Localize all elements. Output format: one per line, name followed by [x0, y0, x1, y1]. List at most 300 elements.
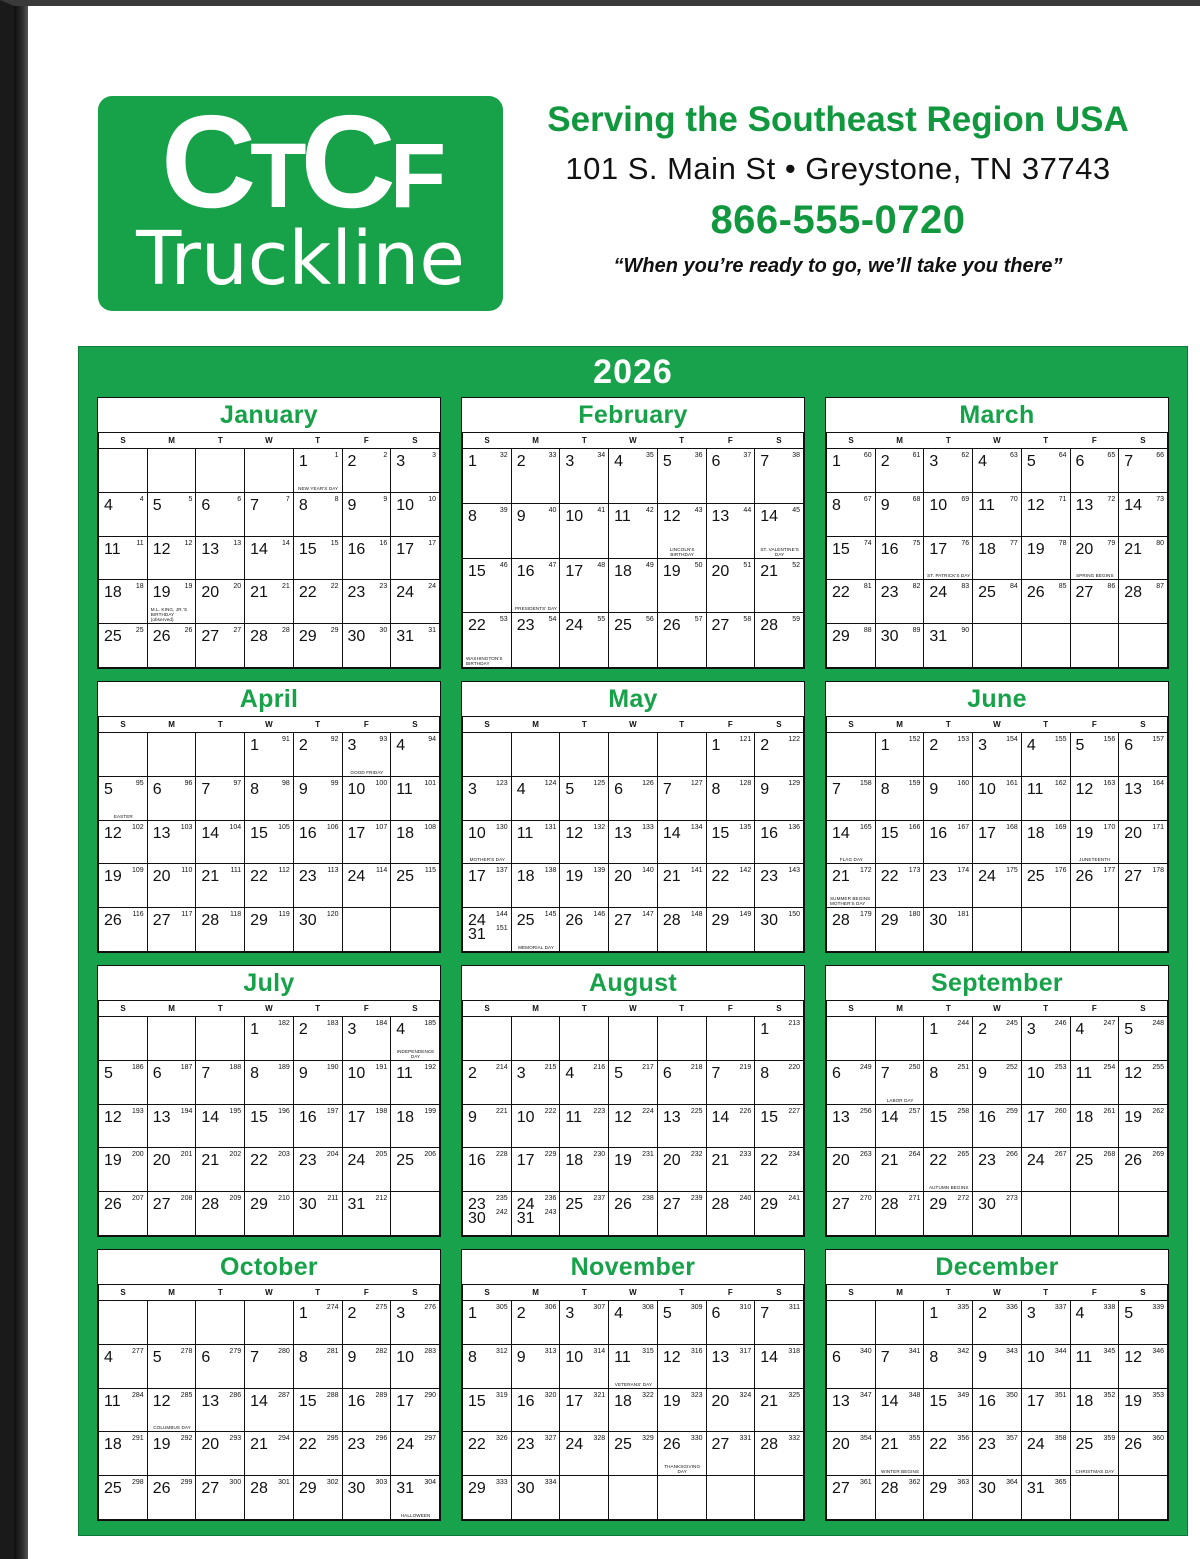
weekday-header: S: [391, 433, 440, 449]
day-cell: [1021, 1301, 1070, 1345]
day-cell: [827, 1104, 876, 1148]
day-cell: [875, 492, 924, 536]
julian-day: 340: [860, 1347, 872, 1355]
day-cell: [99, 1017, 148, 1061]
julian-day: 32: [499, 452, 508, 459]
julian-day: 79: [1107, 539, 1116, 547]
day-cell: [1070, 864, 1119, 908]
year-calendar: [78, 346, 1188, 1536]
julian-day: 94: [428, 736, 436, 743]
day-cell: [293, 908, 342, 952]
day-number: 30: [978, 1480, 996, 1498]
julian-day: 285: [180, 1391, 193, 1399]
julian-day: 49: [646, 561, 654, 569]
day-number: 31: [468, 926, 486, 944]
julian-day: 362: [908, 1479, 921, 1487]
day-cell: [1119, 1344, 1168, 1388]
day-number: 30: [298, 1196, 317, 1214]
julian-day: 209: [229, 1195, 242, 1203]
day-number: 11: [1075, 1064, 1093, 1082]
day-number: 23: [978, 1436, 996, 1454]
day-number: 9: [516, 507, 526, 525]
day-cell: [1021, 820, 1070, 864]
julian-day: 155: [1054, 736, 1067, 743]
day-number: 5: [152, 496, 162, 514]
julian-day: 145: [544, 911, 557, 919]
julian-day: 15: [330, 539, 339, 547]
day-number: 29: [250, 912, 268, 930]
weekday-header: T: [196, 1001, 245, 1017]
day-number: 22: [298, 584, 317, 602]
day-cell: [196, 580, 245, 624]
julian-day: 25: [135, 627, 144, 635]
day-number: 27: [201, 1480, 220, 1498]
day-number: 2: [468, 1064, 477, 1082]
julian-day: 138: [544, 867, 557, 875]
day-cell: [342, 1432, 391, 1476]
julian-day: 179: [860, 911, 872, 919]
day-cell: [609, 1432, 658, 1476]
month-table: [98, 432, 440, 668]
day-cell: [706, 908, 755, 952]
day-number: 12: [1026, 496, 1045, 514]
day-number: 8: [468, 1348, 477, 1366]
julian-day: 279: [229, 1347, 242, 1355]
weekday-header: S: [827, 1285, 876, 1301]
julian-day: 143: [788, 867, 800, 875]
julian-day: 24: [428, 583, 436, 591]
day-number: 21: [832, 868, 850, 886]
julian-day: 348: [908, 1391, 921, 1399]
day-cell: [827, 1148, 876, 1192]
logo-wordmark: Truckline: [136, 216, 465, 302]
day-cell: [1021, 1388, 1070, 1432]
julian-day: 263: [860, 1151, 872, 1159]
julian-day: 134: [690, 823, 703, 831]
weekday-header: S: [1119, 717, 1168, 733]
day-number: 22: [880, 868, 899, 886]
julian-day: 193: [132, 1107, 144, 1115]
julian-day: 249: [860, 1063, 872, 1071]
day-cell: [973, 624, 1022, 668]
day-cell: [147, 776, 196, 820]
julian-day: 42: [646, 506, 654, 514]
weekday-header: S: [391, 717, 440, 733]
day-cell: [609, 1476, 658, 1520]
day-number: 1: [929, 1021, 939, 1038]
day-cell: [706, 1148, 755, 1192]
day-number: 3: [468, 780, 477, 798]
holiday-label: EASTER: [113, 813, 133, 819]
day-number: 21: [201, 1152, 220, 1170]
day-number: 23: [978, 1152, 996, 1170]
holiday-label: HALLOWEEN: [400, 1513, 431, 1518]
julian-day: 317: [739, 1347, 752, 1355]
day-number: 17: [1026, 1108, 1045, 1126]
day-number: 13: [1075, 496, 1094, 514]
day-number: 14: [832, 824, 850, 842]
julian-day: 140: [642, 867, 654, 875]
day-cell: [609, 503, 658, 558]
day-cell: [973, 580, 1022, 624]
julian-day: 314: [593, 1347, 606, 1355]
day-cell: [196, 1388, 245, 1432]
julian-day: 31: [428, 627, 436, 635]
day-cell: [875, 1476, 924, 1520]
julian-day: 30: [379, 627, 388, 635]
day-cell: [560, 1148, 609, 1192]
day-cell: [973, 1148, 1022, 1192]
day-number: 28: [201, 1196, 220, 1214]
day-cell: [511, 1344, 560, 1388]
day-number: 21: [201, 868, 220, 886]
day-cell: [342, 1192, 391, 1236]
day-number: 8: [250, 1064, 260, 1082]
day-number: 2: [347, 1305, 357, 1322]
day-cell: [147, 1301, 196, 1345]
day-cell: [706, 864, 755, 908]
day-number: 11: [104, 540, 121, 558]
day-cell: [973, 908, 1022, 952]
weekday-header: M: [147, 1001, 196, 1017]
day-cell: [973, 449, 1022, 493]
julian-day: 355: [908, 1435, 921, 1443]
day-number: 17: [978, 824, 996, 842]
day-number: 3: [347, 737, 357, 754]
day-number: 30: [516, 1480, 535, 1498]
day-number: 5: [104, 780, 113, 798]
julian-day: 342: [957, 1347, 970, 1355]
julian-day: 70: [1010, 495, 1018, 503]
julian-day: 201: [180, 1151, 193, 1159]
day-cell: [755, 1060, 804, 1104]
day-number: 21: [662, 868, 681, 886]
day-cell: [560, 733, 609, 777]
day-number: 28: [662, 912, 681, 930]
month-name: April: [239, 685, 299, 713]
day-cell: [463, 1104, 512, 1148]
day-cell: [755, 1388, 804, 1432]
day-number: 25: [396, 1152, 415, 1170]
julian-day: 109: [132, 867, 144, 875]
day-number: 23: [298, 868, 317, 886]
day-number: 16: [880, 540, 899, 558]
day-cell: [1021, 733, 1070, 777]
julian-day: 339: [1152, 1304, 1164, 1311]
day-cell: [706, 613, 755, 668]
weekday-header: T: [196, 717, 245, 733]
day-number: 22: [929, 1436, 948, 1454]
company-contact-block: [516, 100, 1160, 278]
day-number: 31: [1026, 1480, 1045, 1498]
day-number: 1: [250, 1021, 260, 1038]
weekday-header: M: [511, 1285, 560, 1301]
day-number: 21: [250, 1436, 268, 1454]
julian-day: 360: [1152, 1435, 1164, 1443]
day-cell: [391, 492, 440, 536]
julian-day: 298: [132, 1479, 144, 1487]
day-cell: [1021, 1344, 1070, 1388]
julian-day: 274: [326, 1304, 339, 1311]
julian-day: 214: [496, 1063, 508, 1071]
day-cell: [293, 492, 342, 536]
julian-day: 118: [229, 911, 242, 919]
day-number: 10: [347, 780, 366, 798]
julian-day: 203: [278, 1151, 290, 1159]
day-cell: [1119, 492, 1168, 536]
julian-day: 93: [379, 736, 388, 743]
day-cell: [245, 1104, 294, 1148]
day-cell: [706, 1476, 755, 1520]
weekday-header: T: [196, 1285, 245, 1301]
day-cell: [391, 1017, 440, 1061]
julian-day: 187: [180, 1063, 193, 1071]
day-number: 2: [516, 453, 526, 470]
day-number: 30: [468, 1210, 486, 1228]
month-block: [825, 965, 1169, 1237]
weekday-header: F: [1070, 1001, 1119, 1017]
day-cell: [609, 776, 658, 820]
julian-day: 73: [1156, 495, 1164, 503]
julian-day: 259: [1006, 1107, 1018, 1115]
company-slogan: “When you’re ready to go, we’ll take you there”: [613, 255, 1063, 277]
day-number: 27: [662, 1196, 681, 1214]
day-number: 26: [104, 912, 122, 930]
day-number: 12: [662, 1348, 681, 1366]
day-cell: [1021, 449, 1070, 493]
day-number: 15: [880, 824, 899, 842]
day-cell: [511, 558, 560, 613]
day-cell: [755, 503, 804, 558]
day-number: 8: [250, 780, 260, 798]
day-number: 15: [760, 1108, 779, 1126]
day-cell: [293, 864, 342, 908]
day-cell: [342, 1017, 391, 1061]
day-number: 5: [152, 1348, 162, 1366]
day-number: 1: [760, 1021, 770, 1038]
day-number: 11: [396, 1064, 413, 1082]
day-cell: [342, 1060, 391, 1104]
weekday-header: S: [99, 717, 148, 733]
julian-day: 119: [278, 911, 290, 919]
day-number: 9: [880, 496, 890, 514]
holiday-label: COLUMBUS DAY: [153, 1425, 191, 1431]
julian-day: 108: [424, 823, 436, 831]
company-address: 101 S. Main St • Greystone, TN 37743: [565, 151, 1111, 186]
day-number: 2: [347, 453, 357, 470]
poster-sheet: [36, 14, 1190, 1549]
day-cell: [391, 1476, 440, 1520]
day-cell: [1070, 1192, 1119, 1236]
day-cell: [755, 1104, 804, 1148]
julian-day: 234: [788, 1151, 800, 1159]
day-number: 21: [760, 1392, 779, 1410]
day-cell: [875, 449, 924, 493]
day-cell: [196, 864, 245, 908]
weekday-header: W: [973, 1285, 1022, 1301]
day-cell: [827, 820, 876, 864]
day-cell: [511, 503, 560, 558]
day-number: 8: [929, 1064, 939, 1082]
day-cell: [245, 820, 294, 864]
day-number: 26: [614, 1196, 632, 1214]
day-cell: [827, 1476, 876, 1520]
julian-day: 283: [424, 1347, 436, 1355]
day-cell: [342, 733, 391, 777]
julian-day: 242: [496, 1209, 508, 1217]
day-number: 23: [347, 584, 366, 602]
day-cell: [147, 1060, 196, 1104]
julian-day: 154: [1006, 736, 1018, 743]
day-cell: [196, 908, 245, 952]
day-cell: [609, 908, 658, 952]
day-number: 8: [760, 1064, 770, 1082]
month-table: [98, 1284, 440, 1520]
day-number: 1: [468, 453, 477, 470]
day-number: 15: [250, 824, 268, 842]
julian-day: 167: [957, 823, 970, 831]
company-logo: [98, 88, 503, 311]
day-number: 12: [104, 824, 122, 842]
day-cell: [755, 1301, 804, 1345]
day-number: 25: [516, 912, 535, 930]
day-number: 15: [929, 1108, 948, 1126]
julian-day: 244: [957, 1020, 970, 1027]
day-cell: [196, 1148, 245, 1192]
day-cell: [827, 1301, 876, 1345]
day-number: 3: [978, 737, 988, 754]
weekday-header: M: [875, 433, 924, 449]
day-cell: [511, 1104, 560, 1148]
julian-day: 323: [690, 1391, 703, 1399]
julian-day: 276: [424, 1304, 436, 1311]
julian-day: 165: [860, 823, 872, 831]
julian-day: 8: [334, 495, 339, 503]
day-number: 11: [1075, 1348, 1093, 1366]
weekday-header: S: [755, 1001, 804, 1017]
weekday-header: F: [1070, 433, 1119, 449]
julian-day: 295: [326, 1435, 339, 1443]
holiday-label: JUNETEENTH: [1079, 857, 1111, 863]
day-cell: [706, 1017, 755, 1061]
weekday-header: M: [875, 1285, 924, 1301]
weekday-header: W: [973, 717, 1022, 733]
julian-day: 262: [1152, 1107, 1164, 1115]
julian-day: 67: [863, 495, 872, 503]
julian-day: 146: [593, 911, 606, 919]
logo-initials: [98, 88, 503, 235]
day-cell: [147, 908, 196, 952]
day-cell: [973, 864, 1022, 908]
day-cell: [147, 1104, 196, 1148]
day-cell: [755, 864, 804, 908]
day-cell: [609, 820, 658, 864]
day-cell: [657, 1104, 706, 1148]
day-number: 14: [880, 1392, 899, 1410]
month-table: [462, 716, 804, 952]
day-number: 23: [760, 868, 779, 886]
day-cell: [147, 1148, 196, 1192]
weekday-header: W: [609, 1001, 658, 1017]
day-cell: [924, 1060, 973, 1104]
julian-day: 308: [642, 1304, 654, 1311]
julian-day: 303: [375, 1479, 388, 1487]
day-number: 19: [662, 1392, 681, 1410]
company-tagline: Serving the Southeast Region USA: [547, 100, 1129, 139]
julian-day: 354: [860, 1435, 872, 1443]
day-number: 24: [347, 868, 366, 886]
day-number: 14: [760, 507, 779, 525]
day-number: 17: [396, 540, 415, 558]
day-number: 10: [1026, 1348, 1045, 1366]
day-number: 27: [614, 912, 632, 930]
day-cell: [293, 733, 342, 777]
julian-day: 210: [278, 1195, 290, 1203]
day-number: 24: [565, 617, 584, 635]
day-cell: [560, 1017, 609, 1061]
holiday-label: VETERANS' DAY: [614, 1381, 653, 1387]
julian-day: 239: [690, 1195, 703, 1203]
day-number: 25: [614, 1436, 632, 1454]
weekday-header: S: [755, 1285, 804, 1301]
day-cell: [511, 776, 560, 820]
day-number: 22: [929, 1152, 948, 1170]
day-cell: [1119, 1388, 1168, 1432]
julian-day: 300: [229, 1479, 242, 1487]
day-cell: [827, 449, 876, 493]
julian-day: 86: [1107, 583, 1116, 591]
julian-day: 6: [237, 495, 242, 503]
day-number: 13: [662, 1108, 681, 1126]
weekday-header: F: [342, 717, 391, 733]
day-cell: [463, 1060, 512, 1104]
day-number: 17: [1026, 1392, 1045, 1410]
day-cell: [196, 1301, 245, 1345]
day-number: 21: [880, 1152, 899, 1170]
weekday-header: F: [706, 1285, 755, 1301]
day-cell: [391, 1104, 440, 1148]
julian-day: 344: [1054, 1347, 1067, 1355]
day-number: 18: [565, 1152, 584, 1170]
julian-day: 64: [1058, 452, 1067, 459]
julian-day: 55: [597, 616, 606, 624]
day-cell: [511, 1192, 560, 1236]
weekday-header: T: [1021, 433, 1070, 449]
julian-day: 10: [428, 495, 436, 503]
day-cell: [1021, 1017, 1070, 1061]
julian-day: 11: [136, 539, 144, 547]
day-number: 24: [1026, 1152, 1045, 1170]
day-cell: [293, 820, 342, 864]
weekday-header: W: [609, 717, 658, 733]
day-cell: [755, 733, 804, 777]
day-number: 4: [396, 737, 406, 754]
day-number: 30: [347, 628, 366, 646]
day-number: 6: [201, 1348, 211, 1366]
day-number: 19: [104, 868, 122, 886]
day-number: 2: [516, 1305, 526, 1322]
day-number: 8: [832, 496, 841, 514]
julian-day: 345: [1103, 1347, 1116, 1355]
julian-day: 197: [326, 1107, 339, 1115]
weekday-header: S: [463, 1001, 512, 1017]
day-cell: [1119, 1432, 1168, 1476]
day-number: 16: [298, 824, 317, 842]
julian-day: 181: [957, 911, 970, 919]
julian-day: 113: [327, 867, 339, 875]
day-cell: [560, 1344, 609, 1388]
weekday-header: F: [1070, 1285, 1119, 1301]
